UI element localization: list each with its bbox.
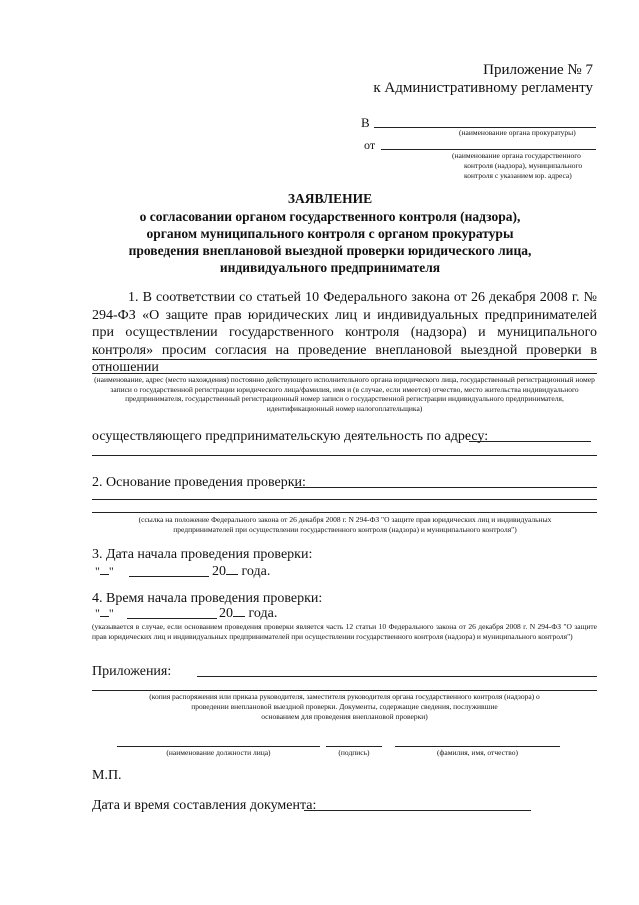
- from-caption-2: контроля (надзора), муниципального: [464, 161, 583, 170]
- position-caption: (наименование должности лица): [166, 748, 271, 757]
- document-title: [120, 190, 540, 276]
- title-line-1: о согласовании органом государственного контроля (надзора),: [139, 209, 521, 224]
- attachments-caption-1: (копия распоряжения или приказа руководителя, заместителя руководителя органа государственного контроля (надзора) о: [149, 692, 540, 701]
- attachments-field-2[interactable]: [92, 690, 597, 691]
- date-day-field[interactable]: [95, 563, 114, 580]
- section2-field-3[interactable]: [92, 512, 597, 513]
- address-label: осуществляющего предпринимательскую деятельность по адресу:: [92, 429, 489, 444]
- date-quote-open: ": [95, 564, 100, 578]
- section2-label: 2. Основание проведения проверки:: [92, 475, 306, 490]
- full-name-caption: (фамилия, имя, отчество): [437, 748, 518, 757]
- time-year-prefix: 20: [219, 606, 233, 621]
- section1-paragraph: 1. В соответствии со статьей 10 Федерального закона от 26 декабря 2008 г. № 294-ФЗ «О защите прав юридических лиц и индивидуальных предпринимателей при осуществлении государственного контроля (надзора) и муниципального контроля» просим согласия на проведение внеплановой выездной проверки в отношении: [92, 290, 597, 375]
- date-quote-close: ": [108, 564, 114, 578]
- attachments-caption-2: проведении внеплановой выездной проверки. Документы, содержащие сведения, послужившие: [191, 702, 498, 711]
- time-year-field[interactable]: [219, 605, 277, 622]
- time-month-field[interactable]: [127, 618, 217, 619]
- full-name-field[interactable]: [395, 746, 560, 747]
- section4-note: (указывается в случае, если основанием проведения проверки является часть 12 статьи 10 Федерального закона от 26 декабря 2008 г. N 294-ФЗ "О защите прав юридических лиц и индивидуальных предпринимателей при осуществлении государственного контроля (надзора) и муниципального контроля"): [92, 622, 597, 641]
- appendix-number: Приложение № 7: [483, 62, 593, 78]
- from-field[interactable]: [381, 149, 596, 150]
- to-prefix: В: [361, 115, 370, 130]
- date-month-field[interactable]: [129, 576, 209, 577]
- address-field-2[interactable]: [92, 455, 597, 456]
- section1-caption: (наименование, адрес (место нахождения) постоянно действующего исполнительного органа юридического лица, государственный регистрационный номер записи о государственной регистрации юридического лица/фамилия, имя и (в случае, если имеется) отчество, место жительства индивидуального предпринимателя, государственный регистрационный номер записи о государственной регистрации индивидуального предпринимателя, идентификационный номер налогоплательщика): [94, 375, 595, 413]
- section3-label: 3. Дата начала проведения проверки:: [92, 547, 313, 562]
- date-year-prefix: 20: [212, 564, 226, 579]
- section1-field-2[interactable]: [92, 373, 597, 374]
- document-date-field[interactable]: [304, 810, 531, 811]
- attachments-caption-3: основанием для проведения внеплановой проверки): [261, 712, 428, 721]
- time-quote-open: ": [95, 606, 100, 620]
- from-caption-3: контроля с указанием юр. адреса): [464, 171, 572, 180]
- title-main: ЗАЯВЛЕНИЕ: [287, 191, 373, 206]
- from-prefix: от: [364, 138, 376, 152]
- date-suffix: года.: [241, 564, 271, 579]
- document-date-label: Дата и время составления документа:: [92, 798, 317, 813]
- section2-field-1[interactable]: [294, 487, 597, 488]
- attachments-field-1[interactable]: [197, 676, 597, 677]
- signature-caption: (подпись): [338, 748, 370, 757]
- seal-mark: М.П.: [92, 768, 122, 783]
- time-suffix: года.: [248, 606, 278, 621]
- title-line-3: проведения внеплановой выездной проверки юридического лица,: [128, 243, 532, 258]
- to-caption: (наименование органа прокуратуры): [459, 128, 576, 137]
- date-year-field[interactable]: [212, 563, 270, 580]
- address-field[interactable]: [469, 441, 591, 442]
- title-line-2: органом муниципального контроля с органом прокуратуры: [146, 226, 514, 241]
- section1-field-1[interactable]: [92, 359, 597, 360]
- section2-field-2[interactable]: [92, 499, 597, 500]
- section2-caption: (ссылка на положение Федерального закона от 26 декабря 2008 г. N 294-ФЗ "О защите прав юридических лиц и индивидуальных предпринимателей при осуществлении государственного контроля (надзора) и муниципального контроля"): [138, 515, 552, 534]
- signature-field[interactable]: [326, 746, 382, 747]
- from-caption-1: (наименование органа государственного: [452, 151, 581, 160]
- time-quote-close: ": [108, 606, 114, 620]
- position-field[interactable]: [117, 746, 320, 747]
- title-line-4: индивидуального предпринимателя: [219, 260, 441, 275]
- regulation-reference: к Административному регламенту: [373, 80, 593, 96]
- section4-label: 4. Время начала проведения проверки:: [92, 591, 323, 606]
- time-day-field[interactable]: [95, 605, 114, 622]
- attachments-label: Приложения:: [92, 664, 172, 679]
